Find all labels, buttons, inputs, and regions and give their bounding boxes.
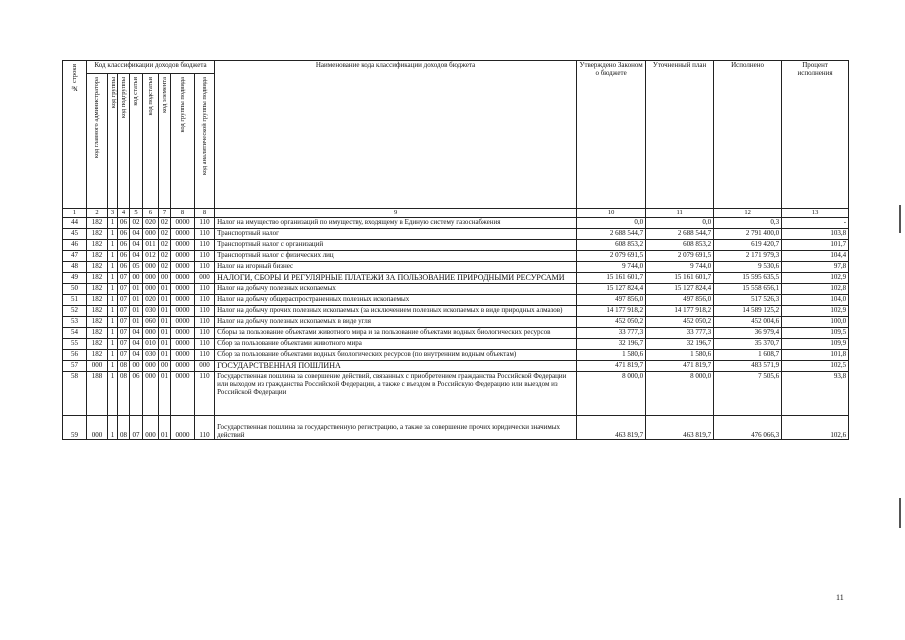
code-group: 1 bbox=[108, 306, 118, 317]
percent-value: 104,0 bbox=[782, 295, 849, 306]
code-article: 04 bbox=[130, 328, 143, 339]
percent-value: 101,8 bbox=[782, 350, 849, 361]
revenue-name: Транспортный налог с физических лиц bbox=[215, 251, 577, 262]
approved-header: Утверждено Законом о бюджете bbox=[577, 61, 646, 209]
code-group: 1 bbox=[108, 339, 118, 350]
revenue-name: Налог на добычу полезных ископаемых bbox=[215, 284, 577, 295]
refined-plan-value: 32 196,7 bbox=[646, 339, 714, 350]
approved-value: 1 580,6 bbox=[577, 350, 646, 361]
refined-plan-value: 2 079 691,5 bbox=[646, 251, 714, 262]
executed-value: 14 589 125,2 bbox=[714, 306, 782, 317]
code-column-header: код подстатьи bbox=[143, 74, 159, 209]
executed-value: 0,3 bbox=[714, 218, 782, 229]
column-number: 10 bbox=[577, 209, 646, 218]
executed-value: 9 530,6 bbox=[714, 262, 782, 273]
code-analytic-group: 110 bbox=[195, 284, 215, 295]
executed-value: 15 558 656,1 bbox=[714, 284, 782, 295]
code-group: 1 bbox=[108, 240, 118, 251]
code-admin: 182 bbox=[87, 218, 108, 229]
code-admin: 182 bbox=[87, 284, 108, 295]
budget-revenue-table bbox=[62, 60, 849, 440]
code-subtype-group: 0000 bbox=[171, 262, 195, 273]
approved-value: 497 856,0 bbox=[577, 295, 646, 306]
code-analytic-group: 110 bbox=[195, 350, 215, 361]
column-number: 2 bbox=[87, 209, 108, 218]
budget-page bbox=[62, 60, 848, 440]
refined-plan-value: 33 777,3 bbox=[646, 328, 714, 339]
refined-plan-value: 1 580,6 bbox=[646, 350, 714, 361]
revenue-name: Транспортный налог bbox=[215, 229, 577, 240]
percent-value: 109,9 bbox=[782, 339, 849, 350]
row-number: 49 bbox=[63, 273, 87, 284]
code-admin: 182 bbox=[87, 295, 108, 306]
code-group: 1 bbox=[108, 284, 118, 295]
code-admin: 182 bbox=[87, 350, 108, 361]
table-row bbox=[63, 306, 849, 317]
code-article: 04 bbox=[130, 251, 143, 262]
code-article: 04 bbox=[130, 339, 143, 350]
code-element: 01 bbox=[159, 284, 171, 295]
code-subarticle: 011 bbox=[143, 240, 159, 251]
table-row bbox=[63, 295, 849, 306]
code-admin: 182 bbox=[87, 251, 108, 262]
code-element: 02 bbox=[159, 262, 171, 273]
revenue-name: Сбор за пользование объектами животного мира bbox=[215, 339, 577, 350]
code-subtype-group: 0000 bbox=[171, 306, 195, 317]
percent-header: Процент исполнения bbox=[782, 61, 849, 209]
row-number: 52 bbox=[63, 306, 87, 317]
revenue-name: НАЛОГИ, СБОРЫ И РЕГУЛЯРНЫЕ ПЛАТЕЖИ ЗА ПОЛЬЗОВАНИЕ ПРИРОДНЫМИ РЕСУРСАМИ bbox=[215, 273, 577, 284]
row-number: 51 bbox=[63, 295, 87, 306]
code-admin: 182 bbox=[87, 240, 108, 251]
column-number: 9 bbox=[215, 209, 577, 218]
executed-value: 7 505,6 bbox=[714, 372, 782, 416]
scan-edge-mark bbox=[899, 498, 901, 528]
code-element: 00 bbox=[159, 361, 171, 372]
revenue-name: Налог на добычу полезных ископаемых в виде угля bbox=[215, 317, 577, 328]
percent-value: - bbox=[782, 218, 849, 229]
code-subtype-group: 0000 bbox=[171, 328, 195, 339]
table-row bbox=[63, 229, 849, 240]
code-analytic-group: 000 bbox=[195, 273, 215, 284]
row-number-header: № строки bbox=[63, 61, 87, 209]
refined-plan-value: 0,0 bbox=[646, 218, 714, 229]
code-column-header: код элемента bbox=[159, 74, 171, 209]
executed-header: Исполнено bbox=[714, 61, 782, 209]
percent-value: 102,9 bbox=[782, 273, 849, 284]
code-element: 01 bbox=[159, 416, 171, 440]
row-number: 58 bbox=[63, 372, 87, 416]
executed-value: 1 608,7 bbox=[714, 350, 782, 361]
code-subarticle: 030 bbox=[143, 350, 159, 361]
code-admin: 182 bbox=[87, 328, 108, 339]
code-subarticle: 000 bbox=[143, 229, 159, 240]
column-number: 7 bbox=[159, 209, 171, 218]
approved-value: 2 079 691,5 bbox=[577, 251, 646, 262]
code-article: 07 bbox=[130, 416, 143, 440]
executed-value: 2 171 979,3 bbox=[714, 251, 782, 262]
approved-value: 15 127 824,4 bbox=[577, 284, 646, 295]
row-number: 47 bbox=[63, 251, 87, 262]
approved-value: 14 177 918,2 bbox=[577, 306, 646, 317]
revenue-name: ГОСУДАРСТВЕННАЯ ПОШЛИНА bbox=[215, 361, 577, 372]
code-group: 1 bbox=[108, 251, 118, 262]
percent-value: 93,8 bbox=[782, 372, 849, 416]
refined-plan-value: 15 127 824,4 bbox=[646, 284, 714, 295]
code-subtype-group: 0000 bbox=[171, 295, 195, 306]
code-subtype-group: 0000 bbox=[171, 218, 195, 229]
code-analytic-group: 110 bbox=[195, 372, 215, 416]
code-subarticle: 000 bbox=[143, 262, 159, 273]
code-article: 05 bbox=[130, 262, 143, 273]
percent-value: 103,8 bbox=[782, 229, 849, 240]
revenue-name: Транспортный налог с организаций bbox=[215, 240, 577, 251]
code-article: 04 bbox=[130, 229, 143, 240]
code-element: 01 bbox=[159, 328, 171, 339]
code-subgroup: 07 bbox=[118, 339, 130, 350]
refined-plan-value: 8 000,0 bbox=[646, 372, 714, 416]
code-subgroup: 08 bbox=[118, 361, 130, 372]
code-group: 1 bbox=[108, 416, 118, 440]
executed-value: 619 420,7 bbox=[714, 240, 782, 251]
revenue-name: Налог на добычу общераспространенных полезных ископаемых bbox=[215, 295, 577, 306]
row-number: 57 bbox=[63, 361, 87, 372]
code-column-header: код статьи bbox=[130, 74, 143, 209]
code-group: 1 bbox=[108, 372, 118, 416]
code-group: 1 bbox=[108, 350, 118, 361]
code-subgroup: 06 bbox=[118, 240, 130, 251]
code-admin: 182 bbox=[87, 339, 108, 350]
refined-plan-value: 9 744,0 bbox=[646, 262, 714, 273]
row-number: 55 bbox=[63, 339, 87, 350]
row-number: 48 bbox=[63, 262, 87, 273]
refined-plan-header: Уточненный план bbox=[646, 61, 714, 209]
refined-plan-value: 463 819,7 bbox=[646, 416, 714, 440]
executed-value: 36 979,4 bbox=[714, 328, 782, 339]
percent-value: 101,7 bbox=[782, 240, 849, 251]
column-number: 1 bbox=[63, 209, 87, 218]
code-article: 00 bbox=[130, 361, 143, 372]
code-subtype-group: 0000 bbox=[171, 284, 195, 295]
code-article: 06 bbox=[130, 372, 143, 416]
percent-value: 102,6 bbox=[782, 416, 849, 440]
revenue-name: Сбор за пользование объектами водных биологических ресурсов (по внутренним водным объектам) bbox=[215, 350, 577, 361]
code-element: 01 bbox=[159, 317, 171, 328]
column-number: 3 bbox=[108, 209, 118, 218]
table-row bbox=[63, 339, 849, 350]
executed-value: 15 595 635,5 bbox=[714, 273, 782, 284]
column-number: 8 bbox=[195, 209, 215, 218]
code-article: 01 bbox=[130, 306, 143, 317]
code-subtype-group: 0000 bbox=[171, 350, 195, 361]
code-analytic-group: 110 bbox=[195, 229, 215, 240]
code-admin: 000 bbox=[87, 361, 108, 372]
code-subgroup: 07 bbox=[118, 284, 130, 295]
approved-value: 471 819,7 bbox=[577, 361, 646, 372]
code-column-header: код аналитической группы подвида bbox=[195, 74, 215, 209]
table-row bbox=[63, 372, 849, 416]
code-subarticle: 020 bbox=[143, 295, 159, 306]
row-number: 54 bbox=[63, 328, 87, 339]
approved-value: 9 744,0 bbox=[577, 262, 646, 273]
column-number: 13 bbox=[782, 209, 849, 218]
scan-edge-mark bbox=[899, 205, 901, 233]
table-row bbox=[63, 218, 849, 229]
row-number: 56 bbox=[63, 350, 87, 361]
table-row bbox=[63, 416, 849, 440]
code-article: 01 bbox=[130, 295, 143, 306]
revenue-name: Налог на добычу прочих полезных ископаемых (за исключением полезных ископаемых в виде природных алмазов) bbox=[215, 306, 577, 317]
code-column-header: код группы bbox=[108, 74, 118, 209]
table-row bbox=[63, 240, 849, 251]
code-subarticle: 012 bbox=[143, 251, 159, 262]
code-article: 01 bbox=[130, 317, 143, 328]
code-subtype-group: 0000 bbox=[171, 372, 195, 416]
table-row bbox=[63, 284, 849, 295]
refined-plan-value: 15 161 601,7 bbox=[646, 273, 714, 284]
revenue-name: Налог на игорный бизнес bbox=[215, 262, 577, 273]
column-number: 8 bbox=[171, 209, 195, 218]
approved-value: 452 050,2 bbox=[577, 317, 646, 328]
code-article: 01 bbox=[130, 284, 143, 295]
code-subarticle: 020 bbox=[143, 218, 159, 229]
name-header: Наименование кода классификации доходов бюджета bbox=[215, 61, 577, 209]
code-group: 1 bbox=[108, 273, 118, 284]
table-row bbox=[63, 317, 849, 328]
percent-value: 109,5 bbox=[782, 328, 849, 339]
approved-value: 33 777,3 bbox=[577, 328, 646, 339]
code-group: 1 bbox=[108, 295, 118, 306]
code-subtype-group: 0000 bbox=[171, 339, 195, 350]
row-number: 46 bbox=[63, 240, 87, 251]
code-analytic-group: 110 bbox=[195, 416, 215, 440]
code-subgroup: 07 bbox=[118, 328, 130, 339]
revenue-name: Государственная пошлина за государственную регистрацию, а также за совершение прочих юридически значимых действий bbox=[215, 416, 577, 440]
table-row bbox=[63, 251, 849, 262]
code-analytic-group: 110 bbox=[195, 295, 215, 306]
refined-plan-value: 452 050,2 bbox=[646, 317, 714, 328]
code-subtype-group: 0000 bbox=[171, 361, 195, 372]
approved-value: 0,0 bbox=[577, 218, 646, 229]
code-group: 1 bbox=[108, 262, 118, 273]
code-subgroup: 06 bbox=[118, 229, 130, 240]
code-group: 1 bbox=[108, 317, 118, 328]
code-admin: 000 bbox=[87, 416, 108, 440]
table-row bbox=[63, 361, 849, 372]
column-number: 6 bbox=[143, 209, 159, 218]
approved-value: 32 196,7 bbox=[577, 339, 646, 350]
row-number: 50 bbox=[63, 284, 87, 295]
approved-value: 15 161 601,7 bbox=[577, 273, 646, 284]
code-article: 04 bbox=[130, 350, 143, 361]
code-article: 02 bbox=[130, 218, 143, 229]
page-number: 11 bbox=[836, 593, 844, 602]
code-admin: 182 bbox=[87, 317, 108, 328]
code-analytic-group: 110 bbox=[195, 328, 215, 339]
code-analytic-group: 110 bbox=[195, 262, 215, 273]
code-analytic-group: 110 bbox=[195, 251, 215, 262]
approved-value: 463 819,7 bbox=[577, 416, 646, 440]
percent-value: 102,8 bbox=[782, 284, 849, 295]
code-admin: 188 bbox=[87, 372, 108, 416]
code-element: 02 bbox=[159, 218, 171, 229]
column-number: 11 bbox=[646, 209, 714, 218]
code-admin: 182 bbox=[87, 306, 108, 317]
code-element: 02 bbox=[159, 240, 171, 251]
code-group: 1 bbox=[108, 361, 118, 372]
code-article: 04 bbox=[130, 240, 143, 251]
code-element: 01 bbox=[159, 350, 171, 361]
row-number: 44 bbox=[63, 218, 87, 229]
code-subgroup: 08 bbox=[118, 416, 130, 440]
executed-value: 2 791 400,0 bbox=[714, 229, 782, 240]
code-element: 01 bbox=[159, 372, 171, 416]
column-number: 12 bbox=[714, 209, 782, 218]
code-subgroup: 07 bbox=[118, 273, 130, 284]
code-subtype-group: 0000 bbox=[171, 317, 195, 328]
code-column-header: код подгруппы bbox=[118, 74, 130, 209]
percent-value: 104,4 bbox=[782, 251, 849, 262]
refined-plan-value: 471 819,7 bbox=[646, 361, 714, 372]
code-admin: 182 bbox=[87, 273, 108, 284]
code-element: 02 bbox=[159, 251, 171, 262]
executed-value: 517 526,3 bbox=[714, 295, 782, 306]
table-row bbox=[63, 273, 849, 284]
code-subtype-group: 0000 bbox=[171, 273, 195, 284]
code-subarticle: 000 bbox=[143, 372, 159, 416]
code-subtype-group: 0000 bbox=[171, 251, 195, 262]
refined-plan-value: 608 853,2 bbox=[646, 240, 714, 251]
table-row bbox=[63, 262, 849, 273]
code-subarticle: 000 bbox=[143, 273, 159, 284]
percent-value: 102,9 bbox=[782, 306, 849, 317]
code-column-header: код группы подвида bbox=[171, 74, 195, 209]
executed-value: 35 370,7 bbox=[714, 339, 782, 350]
executed-value: 452 004,6 bbox=[714, 317, 782, 328]
code-subgroup: 07 bbox=[118, 295, 130, 306]
code-subtype-group: 0000 bbox=[171, 229, 195, 240]
revenue-name: Налог на имущество организаций по имуществу, входящему в Единую систему газоснабжения bbox=[215, 218, 577, 229]
code-analytic-group: 000 bbox=[195, 361, 215, 372]
code-subarticle: 030 bbox=[143, 306, 159, 317]
code-subtype-group: 0000 bbox=[171, 240, 195, 251]
code-element: 01 bbox=[159, 295, 171, 306]
approved-value: 8 000,0 bbox=[577, 372, 646, 416]
code-subarticle: 000 bbox=[143, 416, 159, 440]
approved-value: 2 688 544,7 bbox=[577, 229, 646, 240]
code-subarticle: 060 bbox=[143, 317, 159, 328]
code-group: 1 bbox=[108, 229, 118, 240]
row-number: 59 bbox=[63, 416, 87, 440]
table-row bbox=[63, 350, 849, 361]
code-subgroup: 06 bbox=[118, 262, 130, 273]
code-subgroup: 06 bbox=[118, 251, 130, 262]
code-analytic-group: 110 bbox=[195, 240, 215, 251]
code-admin: 182 bbox=[87, 229, 108, 240]
code-subgroup: 06 bbox=[118, 218, 130, 229]
code-subgroup: 07 bbox=[118, 350, 130, 361]
code-admin: 182 bbox=[87, 262, 108, 273]
table-row bbox=[63, 328, 849, 339]
code-analytic-group: 110 bbox=[195, 306, 215, 317]
refined-plan-value: 14 177 918,2 bbox=[646, 306, 714, 317]
code-element: 00 bbox=[159, 273, 171, 284]
code-element: 01 bbox=[159, 306, 171, 317]
code-group: 1 bbox=[108, 328, 118, 339]
column-number: 4 bbox=[118, 209, 130, 218]
code-analytic-group: 110 bbox=[195, 218, 215, 229]
executed-value: 476 066,3 bbox=[714, 416, 782, 440]
classification-group-header: Код классификации доходов бюджета bbox=[87, 61, 215, 74]
approved-value: 608 853,2 bbox=[577, 240, 646, 251]
revenue-name: Государственная пошлина за совершение действий, связанных с приобретением гражданства Российской Федерации или выходом из гражданства Российской Федерации, а также с въездом в Российскую Федерацию или выездом из Российской Федерации bbox=[215, 372, 577, 416]
code-subtype-group: 0000 bbox=[171, 416, 195, 440]
column-number: 5 bbox=[130, 209, 143, 218]
refined-plan-value: 2 688 544,7 bbox=[646, 229, 714, 240]
code-group: 1 bbox=[108, 218, 118, 229]
code-analytic-group: 110 bbox=[195, 339, 215, 350]
code-subarticle: 000 bbox=[143, 328, 159, 339]
code-subgroup: 07 bbox=[118, 317, 130, 328]
row-number: 45 bbox=[63, 229, 87, 240]
code-subarticle: 000 bbox=[143, 361, 159, 372]
code-article: 00 bbox=[130, 273, 143, 284]
code-analytic-group: 110 bbox=[195, 317, 215, 328]
code-column-header: код главного администратора bbox=[87, 74, 108, 209]
table-body bbox=[63, 218, 849, 440]
code-subgroup: 07 bbox=[118, 306, 130, 317]
executed-value: 483 571,9 bbox=[714, 361, 782, 372]
refined-plan-value: 497 856,0 bbox=[646, 295, 714, 306]
revenue-name: Сборы за пользование объектами животного мира и за пользование объектами водных биологических ресурсов bbox=[215, 328, 577, 339]
code-subgroup: 08 bbox=[118, 372, 130, 416]
code-element: 01 bbox=[159, 339, 171, 350]
code-subarticle: 000 bbox=[143, 284, 159, 295]
percent-value: 102,5 bbox=[782, 361, 849, 372]
code-subarticle: 010 bbox=[143, 339, 159, 350]
column-number-row bbox=[63, 209, 849, 218]
code-element: 02 bbox=[159, 229, 171, 240]
row-number: 53 bbox=[63, 317, 87, 328]
percent-value: 100,0 bbox=[782, 317, 849, 328]
percent-value: 97,8 bbox=[782, 262, 849, 273]
